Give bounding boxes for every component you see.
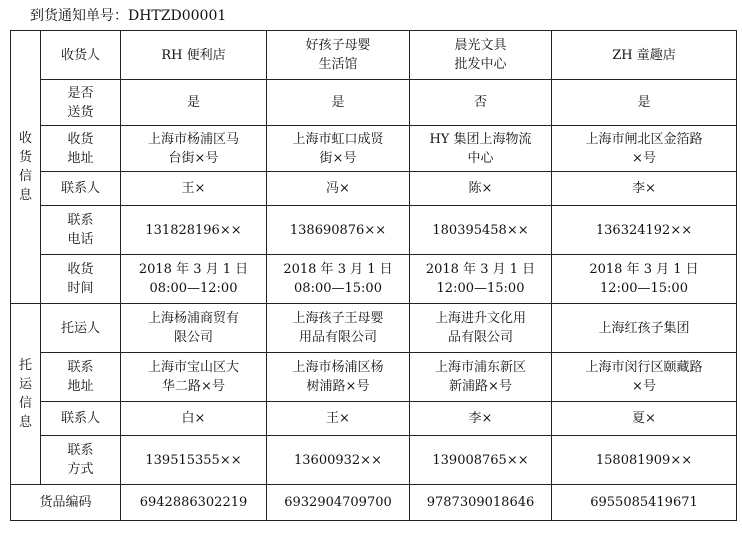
table-cell: 2018 年 3 月 1 日 12:00—15:00 [552, 255, 737, 304]
table-cell: 是 [267, 80, 410, 126]
row-label: 收货人 [41, 31, 121, 80]
receipt-info-section-label: 收 货 信 息 [18, 131, 32, 203]
table-cell: 2018 年 3 月 1 日 08:00—15:00 [267, 255, 410, 304]
notice-number-header: 到货通知单号：DHTZD00001 [30, 8, 227, 24]
table-cell: 上海市虹口成贤 街×号 [267, 126, 410, 172]
table-cell: 上海市浦东新区 新浦路×号 [410, 353, 552, 402]
table-cell: 上海市宝山区大 华二路×号 [121, 353, 267, 402]
table-cell: 上海孩子王母婴 用品有限公司 [267, 304, 410, 353]
product-code-label: 货品编码 [11, 485, 121, 521]
row-label: 联系 方式 [41, 436, 121, 485]
table-cell: 李× [410, 402, 552, 436]
table-cell: 13600932×× [267, 436, 410, 485]
table-row [11, 353, 737, 402]
table-cell: 王× [267, 402, 410, 436]
table-cell: 上海市闵行区颐藏路 ×号 [552, 353, 737, 402]
product-code-cell: 6942886302219 [121, 485, 267, 521]
table-cell: 冯× [267, 172, 410, 206]
table-cell: ZH 童趣店 [552, 31, 737, 80]
table-row [11, 436, 737, 485]
table-cell: 上海市闸北区金箔路 ×号 [552, 126, 737, 172]
table-cell: 陈× [410, 172, 552, 206]
product-code-cell: 6955085419671 [552, 485, 737, 521]
row-label: 收货 时间 [41, 255, 121, 304]
table-row [11, 126, 737, 172]
table-cell: 131828196×× [121, 206, 267, 255]
table-cell: 是 [121, 80, 267, 126]
table-cell: 138690876×× [267, 206, 410, 255]
row-label: 是否 送货 [41, 80, 121, 126]
table-row [11, 402, 737, 436]
table-cell: HY 集团上海物流 中心 [410, 126, 552, 172]
table-cell: 136324192×× [552, 206, 737, 255]
product-code-cell: 9787309018646 [410, 485, 552, 521]
delivery-notice-table [10, 30, 737, 521]
table-cell: 2018 年 3 月 1 日 12:00—15:00 [410, 255, 552, 304]
row-label: 联系人 [41, 172, 121, 206]
table-cell: 白× [121, 402, 267, 436]
row-label: 联系 地址 [41, 353, 121, 402]
table-cell: 180395458×× [410, 206, 552, 255]
shipper-info-section [11, 304, 41, 485]
table-row [11, 304, 737, 353]
table-cell: 上海红孩子集团 [552, 304, 737, 353]
table-cell: 好孩子母婴 生活馆 [267, 31, 410, 80]
table-cell: 否 [410, 80, 552, 126]
table-cell: 2018 年 3 月 1 日 08:00—12:00 [121, 255, 267, 304]
table-row [11, 206, 737, 255]
table-row [11, 172, 737, 206]
product-code-row [11, 485, 737, 521]
row-label: 托运人 [41, 304, 121, 353]
table-cell: 上海杨浦商贸有 限公司 [121, 304, 267, 353]
table-cell: 上海市杨浦区杨 树浦路×号 [267, 353, 410, 402]
table-cell: 上海市杨浦区马 台街×号 [121, 126, 267, 172]
table-cell: 晨光文具 批发中心 [410, 31, 552, 80]
product-code-cell: 6932904709700 [267, 485, 410, 521]
table-cell: 139008765×× [410, 436, 552, 485]
receipt-info-section [11, 31, 41, 304]
table-row [11, 31, 737, 80]
table-row [11, 80, 737, 126]
row-label: 收货 地址 [41, 126, 121, 172]
table-cell: 上海进升文化用 品有限公司 [410, 304, 552, 353]
table-cell: RH 便利店 [121, 31, 267, 80]
row-label: 联系 电话 [41, 206, 121, 255]
table-cell: 139515355×× [121, 436, 267, 485]
row-label: 联系人 [41, 402, 121, 436]
table-cell: 夏× [552, 402, 737, 436]
table-cell: 王× [121, 172, 267, 206]
table-row [11, 255, 737, 304]
table-cell: 是 [552, 80, 737, 126]
table-cell: 李× [552, 172, 737, 206]
shipper-info-section-label: 托 运 信 息 [18, 358, 32, 430]
table-cell: 158081909×× [552, 436, 737, 485]
